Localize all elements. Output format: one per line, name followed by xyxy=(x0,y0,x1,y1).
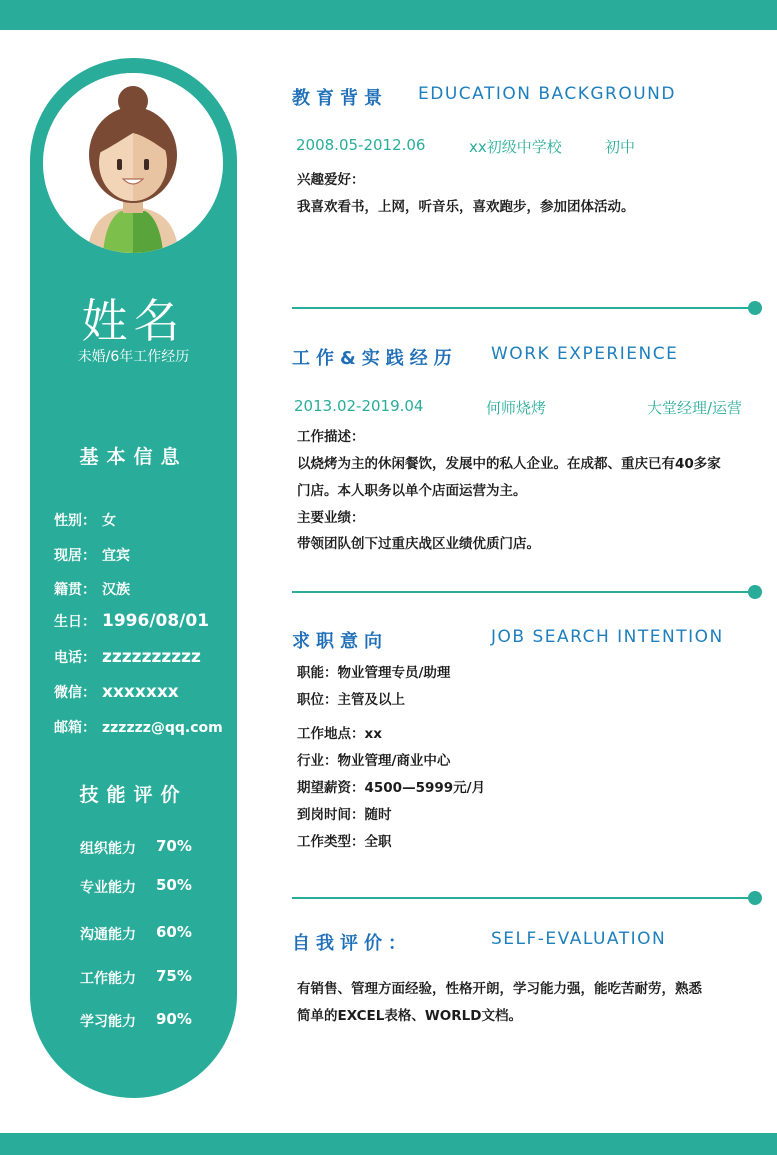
work-desc-label: 工作描述： xyxy=(297,429,365,445)
skill-label: 专业能力 xyxy=(80,880,136,896)
skills-heading: 技能评价 xyxy=(79,784,188,806)
self-eval-line: 有销售、管理方面经验，性格开朗，学习能力强，能吃苦耐劳，熟悉 xyxy=(297,981,702,997)
info-label: 籍贯： xyxy=(54,582,96,598)
work-desc-line: 门店。本人职务以单个店面运营为主。 xyxy=(297,483,527,499)
intent-line: 工作类型：全职 xyxy=(297,834,392,850)
divider-dot xyxy=(748,585,762,599)
skill-value: 50% xyxy=(156,876,192,894)
info-label: 电话： xyxy=(54,650,96,666)
education-school: xx初级中学校 xyxy=(469,138,562,156)
section-divider xyxy=(292,897,750,899)
info-value: 汉族 xyxy=(102,582,130,598)
work-title: 工作&实践经历 xyxy=(292,348,458,369)
work-subtitle: WORK EXPERIENCE xyxy=(491,344,679,364)
info-value: 女 xyxy=(102,513,116,529)
info-value: xxxxxxx xyxy=(102,682,179,702)
intent-line: 行业：物业管理/商业中心 xyxy=(297,753,451,769)
work-perf-label: 主要业绩： xyxy=(297,510,365,526)
education-title: 教育背景 xyxy=(292,88,388,109)
section-divider xyxy=(292,307,750,309)
info-value: zzzzzzzzzz xyxy=(102,647,201,667)
skill-label: 学习能力 xyxy=(80,1014,136,1030)
info-label: 邮箱： xyxy=(54,720,96,736)
skill-value: 60% xyxy=(156,923,192,941)
info-label: 现居： xyxy=(54,548,96,564)
intent-subtitle: JOB SEARCH INTENTION xyxy=(491,627,724,647)
intent-line: 到岗时间：随时 xyxy=(297,807,392,823)
info-label: 生日： xyxy=(54,614,96,630)
intent-line: 职能：物业管理专员/助理 xyxy=(297,665,451,681)
divider-dot xyxy=(748,891,762,905)
divider-dot xyxy=(748,301,762,315)
info-label: 微信： xyxy=(54,685,96,701)
skill-value: 70% xyxy=(156,837,192,855)
skill-value: 75% xyxy=(156,967,192,985)
work-perf-text: 带领团队创下过重庆战区业绩优质门店。 xyxy=(297,536,540,552)
education-level: 初中 xyxy=(605,138,636,156)
bottom-band xyxy=(0,1133,777,1155)
skill-value: 90% xyxy=(156,1010,192,1028)
section-divider xyxy=(292,591,750,593)
education-period: 2008.05-2012.06 xyxy=(296,136,426,154)
person-name: 姓名 xyxy=(81,294,186,348)
info-value: 1996/08/01 xyxy=(102,611,210,631)
work-period: 2013.02-2019.04 xyxy=(294,397,424,415)
marital-status: 未婚/6年工作经历 xyxy=(77,349,190,365)
info-value: 宜宾 xyxy=(102,548,130,564)
self-eval-subtitle: SELF-EVALUATION xyxy=(491,929,667,949)
hobby-text: 我喜欢看书，上网，听音乐，喜欢跑步，参加团体活动。 xyxy=(297,199,635,215)
intent-line: 职位：主管及以上 xyxy=(297,692,405,708)
intent-line: 期望薪资：4500—5999元/月 xyxy=(297,780,486,796)
self-eval-title: 自我评价： xyxy=(292,933,412,954)
skill-label: 工作能力 xyxy=(80,971,136,987)
work-desc-line: 以烧烤为主的休闲餐饮，发展中的私人企业。在成都、重庆已有40多家 xyxy=(297,456,721,472)
work-position: 大堂经理/运营 xyxy=(647,399,743,417)
info-label: 性别： xyxy=(54,513,96,529)
education-subtitle: EDUCATION BACKGROUND xyxy=(418,84,676,104)
intent-title: 求职意向 xyxy=(292,631,388,652)
hobby-label: 兴趣爱好： xyxy=(297,172,365,188)
skill-label: 组织能力 xyxy=(80,841,136,857)
basic-info-heading: 基本信息 xyxy=(79,446,188,468)
intent-line: 工作地点：xx xyxy=(297,726,382,742)
self-eval-line: 简单的EXCEL表格、WORLD文档。 xyxy=(297,1008,522,1024)
work-company: 何师烧烤 xyxy=(486,399,547,417)
info-value: zzzzzz@qq.com xyxy=(102,720,223,736)
skill-label: 沟通能力 xyxy=(80,927,136,943)
